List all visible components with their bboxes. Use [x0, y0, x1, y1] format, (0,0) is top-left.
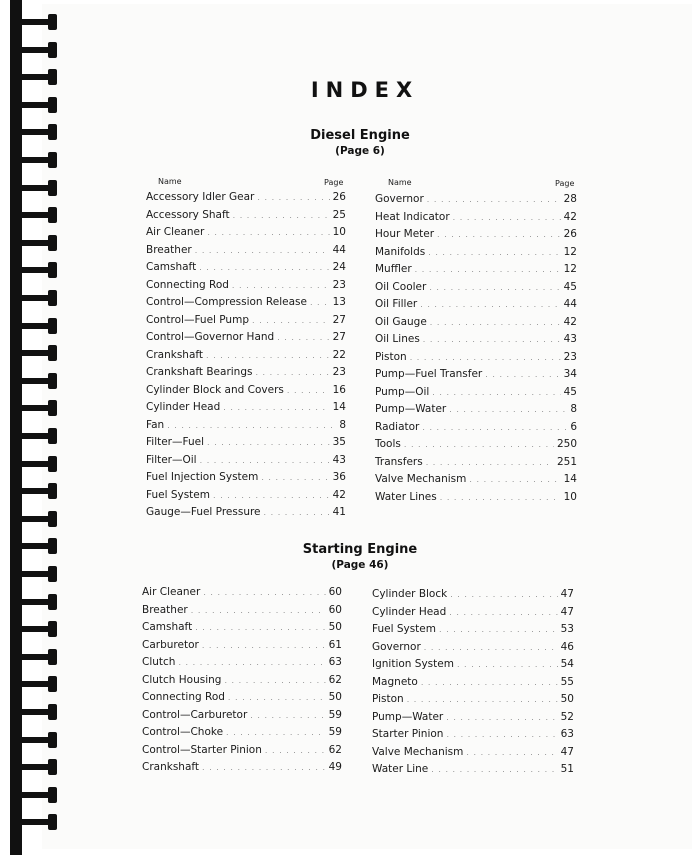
- dot-leader: [206, 351, 330, 360]
- entry-page-number: 54: [560, 658, 574, 670]
- binding-ring: [22, 373, 62, 389]
- entry-name: Governor: [372, 640, 421, 653]
- entry-page-number: 41: [332, 506, 346, 518]
- binding-ring: [22, 262, 62, 278]
- dot-leader: [429, 283, 560, 292]
- dot-leader: [178, 658, 325, 667]
- entry-page-number: 59: [328, 726, 342, 738]
- dot-leader: [453, 213, 561, 222]
- dot-leader: [232, 281, 330, 290]
- index-entry: [146, 331, 346, 349]
- binding-ring: [22, 594, 62, 610]
- entry-name: Fuel System: [372, 623, 436, 635]
- entry-page-number: 60: [328, 603, 342, 616]
- entry-name: Cylinder Head: [146, 401, 221, 413]
- entry-name: Breather: [142, 603, 188, 616]
- entry-name: Oil Cooler: [375, 280, 427, 293]
- entry-page-number: 8: [339, 418, 346, 431]
- index-entry: [372, 606, 574, 624]
- entry-page-number: 49: [328, 761, 342, 773]
- index-entry: [375, 316, 577, 334]
- binding-ring: [22, 400, 62, 416]
- entry-page-number: 251: [556, 455, 577, 468]
- entry-page-number: 10: [563, 490, 577, 503]
- entry-page-number: 24: [332, 261, 346, 273]
- entry-name: Crankshaft: [146, 348, 204, 361]
- entry-page-number: 8: [570, 403, 577, 415]
- dot-leader: [252, 316, 330, 325]
- binding-ring: [22, 69, 62, 85]
- entry-page-number: 45: [563, 280, 577, 293]
- entry-page-number: 60: [328, 586, 342, 598]
- entry-page-number: 45: [563, 385, 577, 398]
- entry-name: Manifolds: [375, 245, 426, 258]
- dot-leader: [226, 728, 326, 737]
- entry-name: Fuel System: [146, 488, 210, 501]
- binding-ring: [22, 345, 62, 361]
- index-entry: [146, 384, 346, 402]
- entry-page-number: 62: [328, 743, 342, 756]
- index-entry: [372, 641, 574, 659]
- entry-name: Magneto: [372, 675, 418, 688]
- entry-name: Radiator: [375, 420, 420, 433]
- dot-leader: [224, 676, 325, 685]
- index-entry: [142, 604, 342, 622]
- entry-name: Clutch Housing: [142, 673, 222, 686]
- index-entry: [146, 349, 346, 367]
- entry-name: Oil Lines: [375, 333, 420, 345]
- dot-leader: [450, 590, 557, 599]
- index-entry: [146, 489, 346, 507]
- dot-leader: [439, 625, 558, 634]
- binding-ring: [22, 318, 62, 334]
- entry-name: Pump—Water: [375, 403, 447, 415]
- entry-page-number: 44: [332, 243, 346, 256]
- index-entry: [146, 366, 346, 384]
- spiral-binding: [0, 0, 68, 855]
- entry-page-number: 43: [332, 453, 346, 466]
- binding-ring: [22, 483, 62, 499]
- entry-name: Pump—Oil: [375, 385, 430, 398]
- entry-name: Water Lines: [375, 490, 437, 503]
- index-entry: [142, 586, 342, 604]
- dot-leader: [200, 456, 330, 465]
- binding-ring: [22, 97, 62, 113]
- entry-name: Ignition System: [372, 658, 454, 670]
- binding-ring: [22, 207, 62, 223]
- entry-page-number: 35: [332, 436, 346, 448]
- index-entry: [375, 211, 577, 229]
- binding-ring: [22, 42, 62, 58]
- dot-leader: [449, 608, 557, 617]
- entry-name: Filter—Fuel: [146, 436, 205, 448]
- entry-page-number: 47: [560, 745, 574, 758]
- dot-leader: [420, 300, 560, 309]
- dot-leader: [431, 765, 557, 774]
- index-entry: [372, 588, 574, 606]
- entry-page-number: 12: [563, 263, 577, 275]
- index-entry: [146, 436, 346, 454]
- starting-index-right-column: [372, 588, 574, 781]
- entry-page-number: 50: [560, 693, 574, 705]
- entry-name: Starter Pinion: [372, 728, 444, 740]
- index-entry: [142, 709, 342, 727]
- dot-leader: [207, 438, 330, 447]
- index-entry: [375, 456, 577, 474]
- index-entry: [142, 621, 342, 639]
- index-entry: [142, 639, 342, 657]
- dot-leader: [410, 353, 561, 362]
- entry-page-number: 13: [332, 296, 346, 308]
- dot-leader: [440, 493, 561, 502]
- binding-ring: [22, 152, 62, 168]
- entry-name: Breather: [146, 243, 192, 256]
- index-entry: [375, 246, 577, 264]
- dot-leader: [195, 623, 325, 632]
- entry-name: Fan: [146, 418, 165, 431]
- dot-leader: [213, 491, 330, 500]
- column-header-page: Page: [324, 178, 344, 187]
- entry-name: Crankshaft: [142, 761, 200, 773]
- entry-name: Control—Choke: [142, 726, 224, 738]
- index-entry: [372, 711, 574, 729]
- entry-name: Oil Gauge: [375, 315, 427, 328]
- index-entry: [146, 261, 346, 279]
- dot-leader: [261, 473, 329, 482]
- entry-page-number: 34: [563, 368, 577, 380]
- binding-ring: [22, 124, 62, 140]
- entry-page-number: 50: [328, 691, 342, 703]
- index-entry: [146, 454, 346, 472]
- entry-name: Clutch: [142, 656, 176, 668]
- binding-ring: [22, 180, 62, 196]
- dot-leader: [203, 588, 325, 597]
- binding-ring: [22, 14, 62, 30]
- index-entry: [375, 403, 577, 421]
- entry-page-number: 63: [328, 656, 342, 668]
- index-entry: [146, 314, 346, 332]
- binding-ring: [22, 235, 62, 251]
- index-entry: [375, 438, 577, 456]
- entry-page-number: 44: [563, 298, 577, 310]
- dot-leader: [202, 641, 326, 650]
- entry-page-number: 28: [563, 193, 577, 205]
- index-entry: [146, 244, 346, 262]
- entry-name: Air Cleaner: [146, 226, 205, 238]
- index-entry: [372, 676, 574, 694]
- index-entry: [146, 296, 346, 314]
- entry-page-number: 26: [332, 191, 346, 203]
- entry-name: Hour Meter: [375, 228, 435, 240]
- dot-leader: [424, 643, 558, 652]
- dot-leader: [485, 370, 560, 379]
- diesel-index-left-column: [146, 191, 346, 524]
- entry-page-number: 42: [563, 210, 577, 223]
- dot-leader: [199, 263, 329, 272]
- index-entry: [146, 191, 346, 209]
- dot-leader: [449, 405, 567, 414]
- entry-page-number: 27: [332, 313, 346, 326]
- entry-page-number: 62: [328, 673, 342, 686]
- index-entry: [375, 368, 577, 386]
- entry-name: Control—Starter Pinion: [142, 743, 262, 756]
- binding-ring: [22, 621, 62, 637]
- entry-name: Fuel Injection System: [146, 471, 259, 483]
- section-heading: Starting Engine: [302, 542, 418, 557]
- dot-leader: [233, 211, 330, 220]
- dot-leader: [415, 265, 561, 274]
- entry-name: Cylinder Block: [372, 588, 448, 600]
- entry-name: Heat Indicator: [375, 210, 450, 223]
- entry-page-number: 250: [556, 438, 577, 450]
- index-entry: [375, 333, 577, 351]
- dot-leader: [457, 660, 558, 669]
- entry-name: Crankshaft Bearings: [146, 366, 253, 378]
- dot-leader: [250, 711, 325, 720]
- index-entry: [375, 386, 577, 404]
- entry-page-number: 50: [328, 621, 342, 633]
- entry-page-number: 53: [560, 623, 574, 635]
- index-entry: [375, 421, 577, 439]
- binding-spine: [10, 0, 22, 855]
- index-entry: [142, 674, 342, 692]
- entry-page-number: 43: [563, 333, 577, 345]
- entry-page-number: 23: [563, 350, 577, 363]
- entry-page-number: 61: [328, 638, 342, 651]
- binding-ring: [22, 732, 62, 748]
- index-entry: [372, 693, 574, 711]
- index-entry: [375, 281, 577, 299]
- index-entry: [142, 691, 342, 709]
- entry-name: Tools: [375, 438, 401, 450]
- dot-leader: [446, 730, 557, 739]
- index-entry: [372, 728, 574, 746]
- diesel-index-right-column: [375, 193, 577, 508]
- index-entry: [372, 763, 574, 781]
- binding-ring: [22, 428, 62, 444]
- page-title: INDEX: [310, 78, 420, 102]
- index-entry: [375, 473, 577, 491]
- dot-leader: [432, 388, 560, 397]
- entry-name: Camshaft: [146, 261, 197, 273]
- binding-ring: [22, 511, 62, 527]
- entry-name: Transfers: [375, 455, 423, 468]
- entry-page-number: 16: [332, 383, 346, 396]
- dot-leader: [421, 678, 558, 687]
- section-subheading: (Page 6): [335, 145, 385, 157]
- binding-ring: [22, 814, 62, 830]
- entry-page-number: 47: [560, 588, 574, 600]
- column-header-name: Name: [158, 177, 182, 186]
- entry-name: Cylinder Head: [372, 605, 447, 618]
- binding-ring: [22, 538, 62, 554]
- starting-index-left-column: [142, 586, 342, 779]
- dot-leader: [426, 458, 554, 467]
- entry-page-number: 23: [332, 278, 346, 291]
- dot-leader: [423, 335, 561, 344]
- column-header-page: Page: [555, 179, 575, 188]
- dot-leader: [428, 248, 560, 257]
- diesel-engine-heading-block: [280, 128, 440, 157]
- entry-name: Water Line: [372, 763, 429, 775]
- dot-leader: [310, 298, 330, 307]
- entry-name: Control—Carburetor: [142, 708, 248, 721]
- entry-name: Governor: [375, 193, 424, 205]
- section-subheading: (Page 46): [331, 559, 389, 571]
- dot-leader: [191, 606, 326, 615]
- index-entry: [372, 746, 574, 764]
- entry-page-number: 12: [563, 245, 577, 258]
- dot-leader: [264, 508, 330, 517]
- index-entry: [142, 726, 342, 744]
- binding-ring: [22, 676, 62, 692]
- dot-leader: [195, 246, 330, 255]
- dot-leader: [404, 440, 554, 449]
- entry-page-number: 51: [560, 763, 574, 775]
- entry-page-number: 55: [560, 675, 574, 688]
- index-entry: [146, 209, 346, 227]
- index-entry: [372, 623, 574, 641]
- index-entry: [375, 263, 577, 281]
- dot-leader: [287, 386, 330, 395]
- dot-leader: [265, 746, 326, 755]
- entry-name: Valve Mechanism: [372, 745, 464, 758]
- entry-name: Connecting Rod: [142, 691, 225, 703]
- entry-name: Pump—Fuel Transfer: [375, 368, 483, 380]
- index-entry: [146, 471, 346, 489]
- entry-page-number: 52: [560, 710, 574, 723]
- entry-name: Valve Mechanism: [375, 473, 467, 485]
- entry-name: Piston: [375, 350, 407, 363]
- entry-name: Camshaft: [142, 621, 193, 633]
- entry-name: Control—Compression Release: [146, 296, 307, 308]
- starting-engine-heading-block: [280, 542, 440, 571]
- binding-ring: [22, 290, 62, 306]
- index-entry: [142, 656, 342, 674]
- index-entry: [375, 193, 577, 211]
- dot-leader: [422, 423, 567, 432]
- entry-name: Pump—Water: [372, 710, 444, 723]
- entry-page-number: 59: [328, 708, 342, 721]
- dot-leader: [469, 475, 560, 484]
- section-heading: Diesel Engine: [310, 128, 410, 143]
- binding-ring: [22, 649, 62, 665]
- entry-page-number: 63: [560, 728, 574, 740]
- dot-leader: [202, 763, 326, 772]
- entry-name: Accessory Idler Gear: [146, 191, 255, 203]
- entry-name: Oil Filler: [375, 298, 418, 310]
- dot-leader: [430, 318, 561, 327]
- binding-ring: [22, 456, 62, 472]
- entry-page-number: 36: [332, 471, 346, 483]
- entry-page-number: 6: [570, 420, 577, 433]
- entry-page-number: 42: [332, 488, 346, 501]
- entry-page-number: 14: [332, 401, 346, 413]
- binding-ring: [22, 566, 62, 582]
- dot-leader: [207, 228, 329, 237]
- dot-leader: [223, 403, 329, 412]
- entry-page-number: 25: [332, 208, 346, 221]
- entry-page-number: 27: [332, 331, 346, 343]
- entry-name: Accessory Shaft: [146, 208, 230, 221]
- entry-name: Control—Fuel Pump: [146, 313, 249, 326]
- entry-page-number: 42: [563, 315, 577, 328]
- entry-name: Filter—Oil: [146, 453, 197, 466]
- index-entry: [146, 279, 346, 297]
- index-entry: [146, 419, 346, 437]
- dot-leader: [167, 421, 336, 430]
- entry-name: Connecting Rod: [146, 278, 229, 291]
- dot-leader: [228, 693, 326, 702]
- dot-leader: [255, 368, 329, 377]
- index-entry: [372, 658, 574, 676]
- index-entry: [146, 506, 346, 524]
- entry-name: Carburetor: [142, 638, 199, 651]
- dot-leader: [277, 333, 329, 342]
- entry-page-number: 23: [332, 366, 346, 378]
- index-entry: [146, 226, 346, 244]
- dot-leader: [446, 713, 557, 722]
- dot-leader: [407, 695, 558, 704]
- entry-page-number: 10: [332, 226, 346, 238]
- index-entry: [142, 761, 342, 779]
- dot-leader: [466, 748, 557, 757]
- entry-page-number: 47: [560, 605, 574, 618]
- entry-name: Cylinder Block and Covers: [146, 383, 284, 396]
- dot-leader: [437, 230, 561, 239]
- index-entry: [142, 744, 342, 762]
- entry-name: Gauge—Fuel Pressure: [146, 506, 261, 518]
- index-entry: [375, 351, 577, 369]
- binding-ring: [22, 787, 62, 803]
- entry-name: Piston: [372, 693, 404, 705]
- entry-page-number: 26: [563, 228, 577, 240]
- binding-ring: [22, 759, 62, 775]
- index-entry: [375, 491, 577, 509]
- entry-name: Muffler: [375, 263, 412, 275]
- entry-page-number: 46: [560, 640, 574, 653]
- dot-leader: [427, 195, 561, 204]
- index-entry: [375, 228, 577, 246]
- dot-leader: [257, 193, 329, 202]
- entry-name: Air Cleaner: [142, 586, 201, 598]
- entry-name: Control—Governor Hand: [146, 331, 275, 343]
- index-entry: [146, 401, 346, 419]
- entry-page-number: 22: [332, 348, 346, 361]
- binding-ring: [22, 704, 62, 720]
- index-entry: [375, 298, 577, 316]
- column-header-name: Name: [388, 178, 412, 187]
- entry-page-number: 14: [563, 473, 577, 485]
